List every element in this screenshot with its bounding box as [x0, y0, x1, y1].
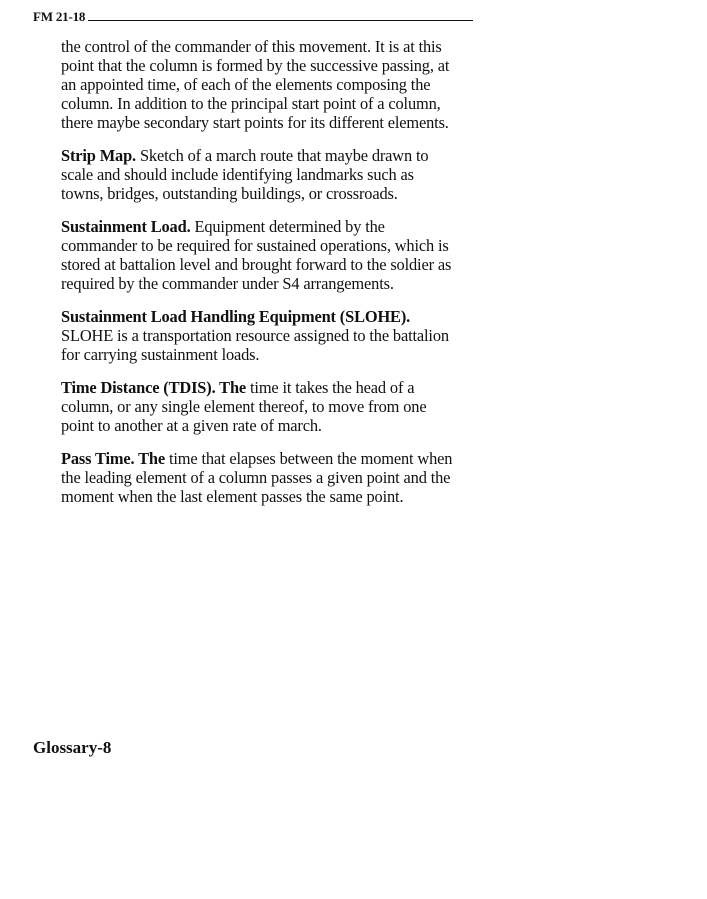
glossary-entry-strip-map — [61, 146, 457, 203]
glossary-definition: the control of the commander of this movement. It is at this point that the column is formed by the successive passing, at an appointed time, of each of the elements composing the column. In addition to the principal start point of a column, there maybe secondary start points for its different elements. — [61, 37, 450, 132]
glossary-term: Time Distance (TDIS). The — [61, 378, 247, 397]
glossary-term: Sustainment Load Handling Equipment (SLOHE). — [61, 307, 411, 326]
glossary-entry-time-distance — [61, 378, 457, 435]
glossary-definition: time it takes the head of a column, or any single element thereof, to move from one point to another at a given rate of march. — [61, 378, 427, 435]
header-rule — [88, 20, 473, 21]
page-footer — [33, 738, 111, 758]
glossary-definition: Equipment determined by the commander to be required for sustained operations, which is stored at battalion level and brought forward to the soldier as required by the commander under S4 arrangements. — [61, 217, 452, 293]
glossary-entry-sustainment-load — [61, 217, 457, 293]
glossary-term: Pass Time. The — [61, 449, 166, 468]
glossary-entry-pass-time — [61, 449, 457, 506]
glossary-definition: SLOHE is a transportation resource assigned to the battalion for carrying sustainment loads. — [61, 326, 449, 364]
glossary-entry-slohe — [61, 307, 457, 364]
page-header — [33, 9, 473, 23]
glossary-entry-continued — [61, 37, 457, 132]
page-number: Glossary-8 — [33, 738, 112, 757]
document-id: FM 21-18 — [33, 9, 86, 24]
glossary-body — [61, 37, 457, 520]
glossary-definition: Sketch of a march route that maybe drawn to scale and should include identifying landmarks such as towns, bridges, outstanding buildings, or crossroads. — [61, 146, 429, 203]
glossary-definition: time that elapses between the moment when the leading element of a column passes a given point and the moment when the last element passes the same point. — [61, 449, 453, 506]
glossary-term: Sustainment Load. — [61, 217, 191, 236]
glossary-term: Strip Map. — [61, 146, 136, 165]
